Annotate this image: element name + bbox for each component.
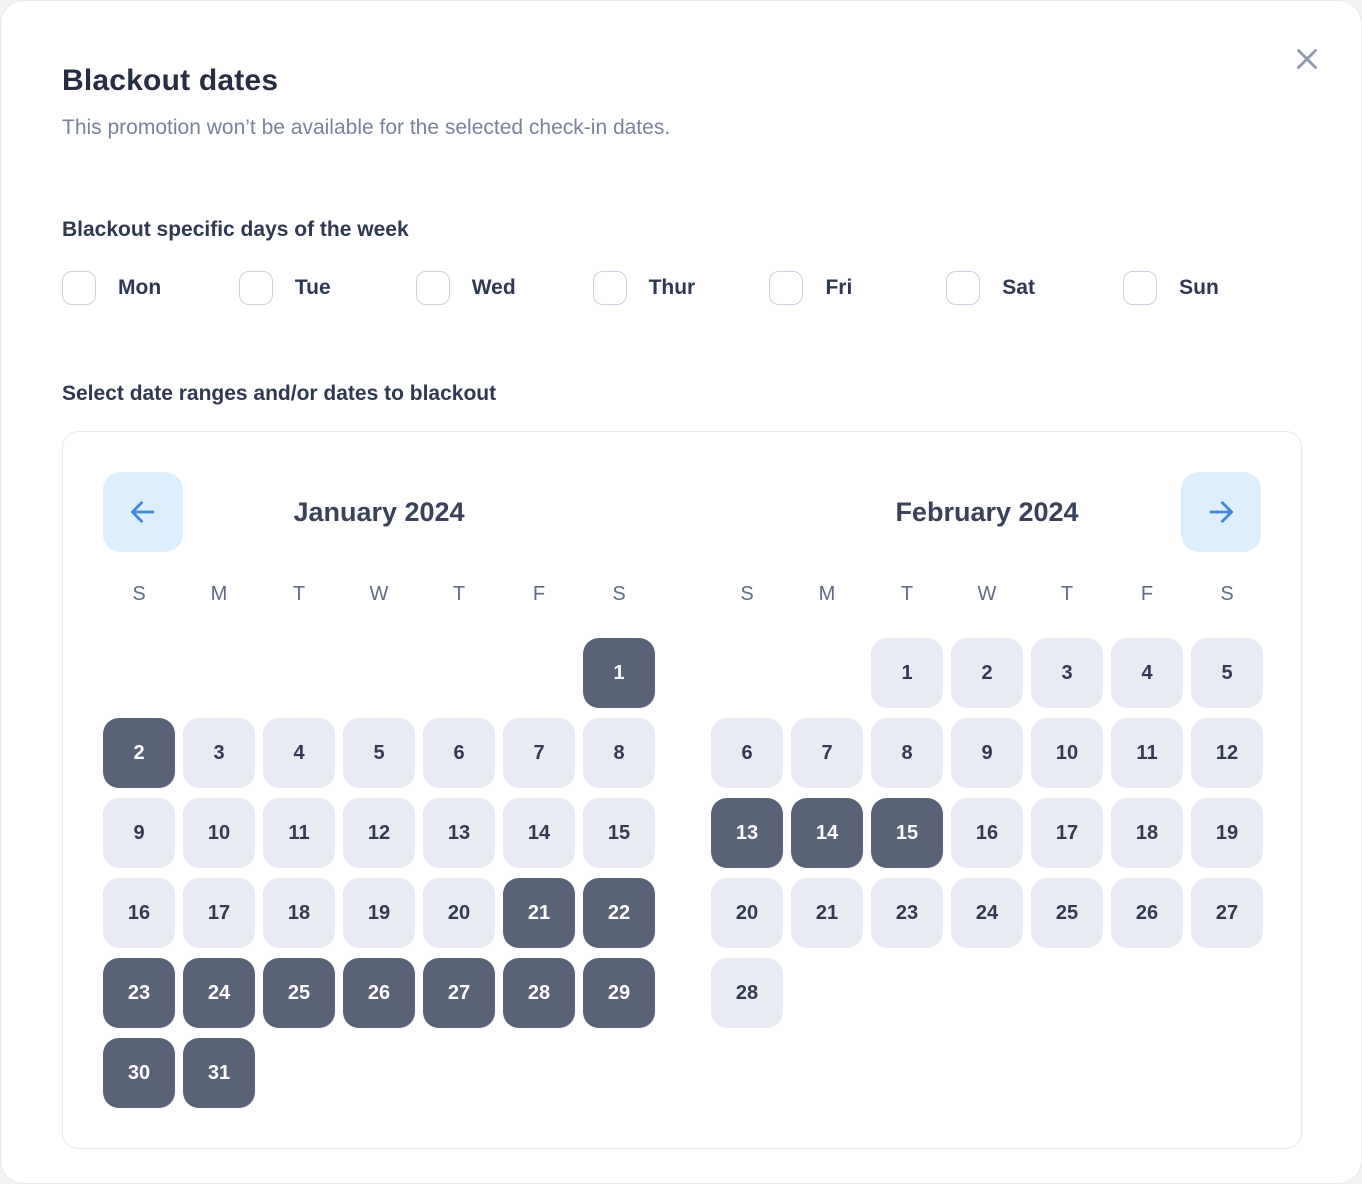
checkbox-icon[interactable] [1123, 271, 1157, 305]
calendar-empty-cell [951, 958, 1023, 1028]
calendar-empty-cell [503, 1038, 575, 1108]
day-of-week-header: W [369, 582, 389, 605]
day-of-week-header: T [452, 582, 466, 605]
calendar-day-cell[interactable]: 8 [583, 718, 655, 788]
calendar-day-cell[interactable]: 22 [583, 878, 655, 948]
calendar-day-cell[interactable]: 1 [583, 638, 655, 708]
calendar-empty-cell [871, 958, 943, 1028]
calendar-empty-cell [791, 958, 863, 1028]
calendar-day-cell[interactable]: 11 [1111, 718, 1183, 788]
calendar-empty-cell [503, 638, 575, 708]
month-title-january: January 2024 [293, 496, 465, 527]
day-of-week-header-row [711, 582, 1263, 606]
calendar-empty-cell [583, 1038, 655, 1108]
month-grid-february [711, 582, 1263, 1108]
weekday-label: Mon [118, 276, 162, 299]
weekday-checkbox-row [62, 271, 1300, 305]
calendar-day-cell[interactable]: 16 [103, 878, 175, 948]
calendar-day-cell[interactable]: 2 [103, 718, 175, 788]
day-of-week-header: S [132, 582, 146, 605]
weekday-option-mon[interactable] [62, 271, 239, 305]
checkbox-icon[interactable] [769, 271, 803, 305]
month-title-february: February 2024 [895, 496, 1079, 527]
calendar-day-cell[interactable]: 31 [183, 1038, 255, 1108]
calendar-weeks-grid [711, 638, 1263, 1028]
day-of-week-header: W [977, 582, 997, 605]
calendar-section-heading: Select date ranges and/or dates to blackout [62, 382, 497, 405]
calendar-empty-cell [343, 638, 415, 708]
weekday-label: Thur [648, 276, 696, 299]
checkbox-icon[interactable] [239, 271, 273, 305]
checkbox-icon[interactable] [946, 271, 980, 305]
calendar-day-cell[interactable]: 25 [263, 958, 335, 1028]
month-grid-january [103, 582, 655, 1108]
calendar-weeks-grid [103, 638, 655, 1108]
calendar-day-cell[interactable]: 8 [871, 718, 943, 788]
calendar-day-cell[interactable]: 30 [103, 1038, 175, 1108]
next-month-button[interactable] [1181, 472, 1261, 552]
weekday-option-wed[interactable] [416, 271, 593, 305]
calendar-day-cell[interactable]: 21 [791, 878, 863, 948]
calendar-day-cell[interactable]: 6 [423, 718, 495, 788]
calendar-day-cell[interactable]: 28 [711, 958, 783, 1028]
calendar-empty-cell [711, 638, 783, 708]
calendar-day-cell[interactable]: 13 [711, 798, 783, 868]
calendar-day-cell[interactable]: 16 [951, 798, 1023, 868]
calendar-day-cell[interactable]: 3 [1031, 638, 1103, 708]
calendar-day-cell[interactable]: 13 [423, 798, 495, 868]
calendar-day-cell[interactable]: 15 [583, 798, 655, 868]
calendar-day-cell[interactable]: 27 [1191, 878, 1263, 948]
calendar-day-cell[interactable]: 27 [423, 958, 495, 1028]
calendar-day-cell[interactable]: 26 [1111, 878, 1183, 948]
calendar-day-cell[interactable]: 18 [1111, 798, 1183, 868]
weekday-section-heading: Blackout specific days of the week [62, 218, 409, 241]
day-of-week-header: M [210, 582, 228, 605]
calendar-day-cell[interactable]: 12 [1191, 718, 1263, 788]
weekday-option-sun[interactable] [1123, 271, 1300, 305]
page-title: Blackout dates [62, 64, 279, 97]
weekday-option-sat[interactable] [946, 271, 1123, 305]
calendar-day-cell[interactable]: 26 [343, 958, 415, 1028]
calendar-day-cell[interactable]: 2 [951, 638, 1023, 708]
weekday-label: Wed [471, 276, 516, 299]
calendar-day-cell[interactable]: 11 [263, 798, 335, 868]
calendar-empty-cell [1031, 958, 1103, 1028]
calendar-day-cell[interactable]: 23 [871, 878, 943, 948]
day-of-week-header-row [103, 582, 655, 606]
calendar-day-cell[interactable]: 12 [343, 798, 415, 868]
calendar-day-cell[interactable]: 7 [503, 718, 575, 788]
calendar-empty-cell [423, 1038, 495, 1108]
calendar-empty-cell [343, 1038, 415, 1108]
calendar-day-cell[interactable]: 5 [1191, 638, 1263, 708]
weekday-option-tue[interactable] [239, 271, 416, 305]
weekday-label: Sat [1002, 276, 1035, 299]
calendar-empty-cell [103, 638, 175, 708]
calendar-empty-cell [1111, 958, 1183, 1028]
calendar-empty-cell [263, 1038, 335, 1108]
calendar-day-cell[interactable]: 19 [1191, 798, 1263, 868]
calendar-day-cell[interactable]: 9 [951, 718, 1023, 788]
calendar-empty-cell [183, 638, 255, 708]
day-of-week-header: S [1220, 582, 1234, 605]
checkbox-icon[interactable] [416, 271, 450, 305]
day-of-week-header: T [292, 582, 306, 605]
day-of-week-header: T [1060, 582, 1074, 605]
checkbox-icon[interactable] [62, 271, 96, 305]
calendar-day-cell[interactable]: 4 [263, 718, 335, 788]
calendar-panel [62, 431, 1302, 1149]
day-of-week-header: F [1140, 582, 1154, 605]
weekday-label: Sun [1179, 276, 1219, 299]
calendar-empty-cell [263, 638, 335, 708]
calendar-day-cell[interactable]: 14 [791, 798, 863, 868]
weekday-label: Tue [294, 276, 331, 299]
calendar-day-cell[interactable]: 10 [183, 798, 255, 868]
day-of-week-header: S [740, 582, 754, 605]
arrow-right-icon [1204, 495, 1238, 529]
calendar-day-cell[interactable]: 24 [183, 958, 255, 1028]
calendar-day-cell[interactable]: 4 [1111, 638, 1183, 708]
calendar-empty-cell [1191, 958, 1263, 1028]
arrow-left-icon [126, 495, 160, 529]
day-of-week-header: S [612, 582, 626, 605]
calendar-day-cell[interactable]: 10 [1031, 718, 1103, 788]
calendar-day-cell[interactable]: 18 [263, 878, 335, 948]
calendar-day-cell[interactable]: 17 [183, 878, 255, 948]
calendar-day-cell[interactable]: 7 [791, 718, 863, 788]
calendar-empty-cell [791, 638, 863, 708]
calendar-day-cell[interactable]: 9 [103, 798, 175, 868]
calendar-day-cell[interactable]: 24 [951, 878, 1023, 948]
day-of-week-header: F [532, 582, 546, 605]
day-of-week-header: T [900, 582, 914, 605]
calendar-day-cell[interactable]: 15 [871, 798, 943, 868]
calendar-day-cell[interactable]: 14 [503, 798, 575, 868]
calendar-empty-cell [423, 638, 495, 708]
weekday-option-thur[interactable] [593, 271, 770, 305]
calendar-day-cell[interactable]: 25 [1031, 878, 1103, 948]
calendar-day-cell[interactable]: 21 [503, 878, 575, 948]
weekday-label: Fri [825, 276, 853, 299]
calendar-day-cell[interactable]: 20 [711, 878, 783, 948]
calendar-day-cell[interactable]: 1 [871, 638, 943, 708]
day-of-week-header: M [818, 582, 836, 605]
calendar-day-cell[interactable]: 3 [183, 718, 255, 788]
previous-month-button[interactable] [103, 472, 183, 552]
calendar-day-cell[interactable]: 17 [1031, 798, 1103, 868]
calendar-day-cell[interactable]: 6 [711, 718, 783, 788]
calendar-day-cell[interactable]: 28 [503, 958, 575, 1028]
calendar-day-cell[interactable]: 20 [423, 878, 495, 948]
calendar-day-cell[interactable]: 5 [343, 718, 415, 788]
weekday-option-fri[interactable] [769, 271, 946, 305]
page-subtitle: This promotion won’t be available for the selected check-in dates. [62, 116, 671, 139]
calendar-day-cell[interactable]: 29 [583, 958, 655, 1028]
calendar-day-cell[interactable]: 19 [343, 878, 415, 948]
checkbox-icon[interactable] [593, 271, 627, 305]
calendar-day-cell[interactable]: 23 [103, 958, 175, 1028]
